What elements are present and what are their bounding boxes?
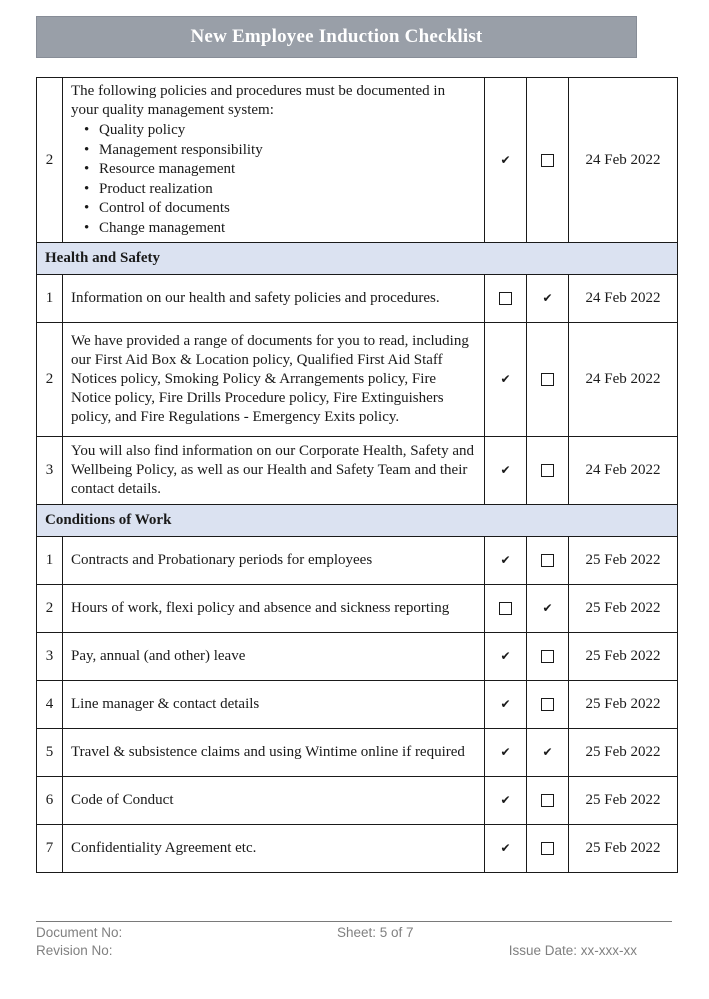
empty-checkbox-icon[interactable]	[499, 602, 512, 615]
footer-divider	[36, 921, 672, 922]
checkmark-icon[interactable]: ✔	[500, 372, 511, 386]
item-number: 6	[37, 777, 63, 825]
item-description	[63, 729, 485, 777]
item-description	[63, 825, 485, 873]
item-number: 2	[37, 585, 63, 633]
revision-no-label: Revision No:	[36, 943, 113, 958]
item-number: 3	[37, 633, 63, 681]
item-number: 2	[37, 323, 63, 437]
item-description-text: Code of Conduct	[71, 792, 174, 808]
checklist-item-row	[37, 323, 678, 437]
checklist-item-row	[37, 275, 678, 323]
checkmark-icon[interactable]: ✔	[500, 553, 511, 567]
policy-bullet-item: • Control of documents	[71, 199, 476, 219]
checklist-item-row	[37, 585, 678, 633]
item-description-text: You will also find information on our Corporate Health, Safety and Wellbeing Policy, as well as our Health and Safety Team and their contact details.	[71, 443, 474, 497]
item-number: 7	[37, 825, 63, 873]
checkbox-cell-check1	[485, 585, 527, 633]
completion-date: 25 Feb 2022	[569, 681, 678, 729]
completion-date: 24 Feb 2022	[569, 275, 678, 323]
checklist-item-row	[37, 633, 678, 681]
checkbox-cell-check2	[527, 681, 569, 729]
checkmark-icon[interactable]: ✔	[500, 152, 511, 167]
item-description	[63, 633, 485, 681]
checkmark-icon[interactable]: ✔	[500, 697, 511, 711]
checkbox-cell-check2	[527, 825, 569, 873]
checkbox-cell-check1	[485, 729, 527, 777]
checkbox-cell-check2	[527, 323, 569, 437]
item-number: 3	[37, 437, 63, 505]
section-header-row	[37, 505, 678, 537]
item-number: 5	[37, 729, 63, 777]
checklist-item-row	[37, 729, 678, 777]
checkbox-cell-check2	[527, 78, 569, 243]
checkbox-cell-check1	[485, 825, 527, 873]
policy-bullet-list	[71, 121, 476, 238]
completion-date: 24 Feb 2022	[569, 437, 678, 505]
checklist-item-row	[37, 78, 678, 243]
checkbox-cell-check2	[527, 585, 569, 633]
empty-checkbox-icon[interactable]	[541, 794, 554, 807]
item-number: 1	[37, 537, 63, 585]
checkmark-icon[interactable]: ✔	[500, 793, 511, 807]
item-description	[63, 323, 485, 437]
checkmark-icon[interactable]: ✔	[542, 601, 553, 615]
policy-bullet-item: • Resource management	[71, 160, 476, 180]
item-description-text: Hours of work, flexi policy and absence and sickness reporting	[71, 600, 450, 616]
checkmark-icon[interactable]: ✔	[542, 745, 553, 759]
checkmark-icon[interactable]: ✔	[542, 291, 553, 305]
issue-date-label: Issue Date: xx-xxx-xx	[508, 943, 637, 958]
completion-date: 24 Feb 2022	[569, 78, 678, 243]
checkbox-cell-check1	[485, 777, 527, 825]
item-description-text: Contracts and Probationary periods for employees	[71, 552, 373, 568]
completion-date: 25 Feb 2022	[569, 633, 678, 681]
empty-checkbox-icon[interactable]	[499, 292, 512, 305]
empty-checkbox-icon[interactable]	[541, 464, 554, 477]
empty-checkbox-icon[interactable]	[541, 698, 554, 711]
item-number: 2	[37, 78, 63, 243]
completion-date: 25 Feb 2022	[569, 825, 678, 873]
item-description	[63, 437, 485, 505]
checkmark-icon[interactable]: ✔	[500, 463, 511, 477]
checkmark-icon[interactable]: ✔	[500, 745, 511, 759]
item-description	[63, 585, 485, 633]
checkbox-cell-check1	[485, 537, 527, 585]
item-description-text: Information on our health and safety policies and procedures.	[71, 290, 440, 306]
completion-date: 25 Feb 2022	[569, 777, 678, 825]
checkmark-icon[interactable]: ✔	[500, 649, 511, 663]
checklist-item-row	[37, 537, 678, 585]
policy-bullet-item: • Quality policy	[71, 121, 476, 141]
induction-checklist-table	[36, 77, 678, 873]
checkbox-cell-check2	[527, 729, 569, 777]
page-footer	[36, 921, 673, 961]
item-number: 1	[37, 275, 63, 323]
policy-bullet-item: • Change management	[71, 219, 476, 239]
item-description-text: Pay, annual (and other) leave	[71, 648, 246, 664]
document-no-label: Document No:	[36, 925, 123, 940]
item-description-text: The following policies and procedures must be documented in your quality management system:	[71, 83, 446, 118]
completion-date: 25 Feb 2022	[569, 537, 678, 585]
empty-checkbox-icon[interactable]	[541, 154, 554, 167]
checkbox-cell-check2	[527, 777, 569, 825]
item-description	[63, 78, 485, 243]
checkbox-cell-check1	[485, 681, 527, 729]
item-description	[63, 275, 485, 323]
checkbox-cell-check1	[485, 437, 527, 505]
checklist-item-row	[37, 777, 678, 825]
section-header-row	[37, 243, 678, 275]
completion-date: 25 Feb 2022	[569, 585, 678, 633]
item-description	[63, 777, 485, 825]
sheet-number: Sheet: 5 of 7	[337, 925, 414, 940]
policy-bullet-item: • Product realization	[71, 180, 476, 200]
item-description	[63, 537, 485, 585]
document-title-bar	[36, 16, 637, 58]
empty-checkbox-icon[interactable]	[541, 650, 554, 663]
checkbox-cell-check1	[485, 78, 527, 243]
checkmark-icon[interactable]: ✔	[500, 841, 511, 855]
completion-date: 24 Feb 2022	[569, 323, 678, 437]
checkbox-cell-check1	[485, 323, 527, 437]
completion-date: 25 Feb 2022	[569, 729, 678, 777]
checklist-item-row	[37, 681, 678, 729]
checkbox-cell-check2	[527, 537, 569, 585]
empty-checkbox-icon[interactable]	[541, 373, 554, 386]
item-number: 4	[37, 681, 63, 729]
item-description	[63, 681, 485, 729]
item-description-text: Confidentiality Agreement etc.	[71, 840, 257, 856]
checkbox-cell-check2	[527, 275, 569, 323]
section-header-label: Conditions of Work	[37, 505, 678, 537]
policy-bullet-item: • Management responsibility	[71, 141, 476, 161]
page-title: New Employee Induction Checklist	[190, 26, 483, 47]
empty-checkbox-icon[interactable]	[541, 842, 554, 855]
item-description-text: We have provided a range of documents for you to read, including our First Aid Box & Location policy, Qualified First Aid Staff Notices policy, Smoking Policy & Arrangements policy, Fire Notice policy, Fire Drills Procedure policy, Fire Extinguishers policy, and Fire Regulations - Emergency Exits policy.	[71, 333, 469, 425]
checklist-item-row	[37, 437, 678, 505]
checkbox-cell-check1	[485, 633, 527, 681]
checkbox-cell-check1	[485, 275, 527, 323]
empty-checkbox-icon[interactable]	[541, 554, 554, 567]
checklist-item-row	[37, 825, 678, 873]
checkbox-cell-check2	[527, 633, 569, 681]
checkbox-cell-check2	[527, 437, 569, 505]
item-description-text: Travel & subsistence claims and using Wintime online if required	[71, 744, 465, 760]
item-description-text: Line manager & contact details	[71, 696, 260, 712]
section-header-label: Health and Safety	[37, 243, 678, 275]
